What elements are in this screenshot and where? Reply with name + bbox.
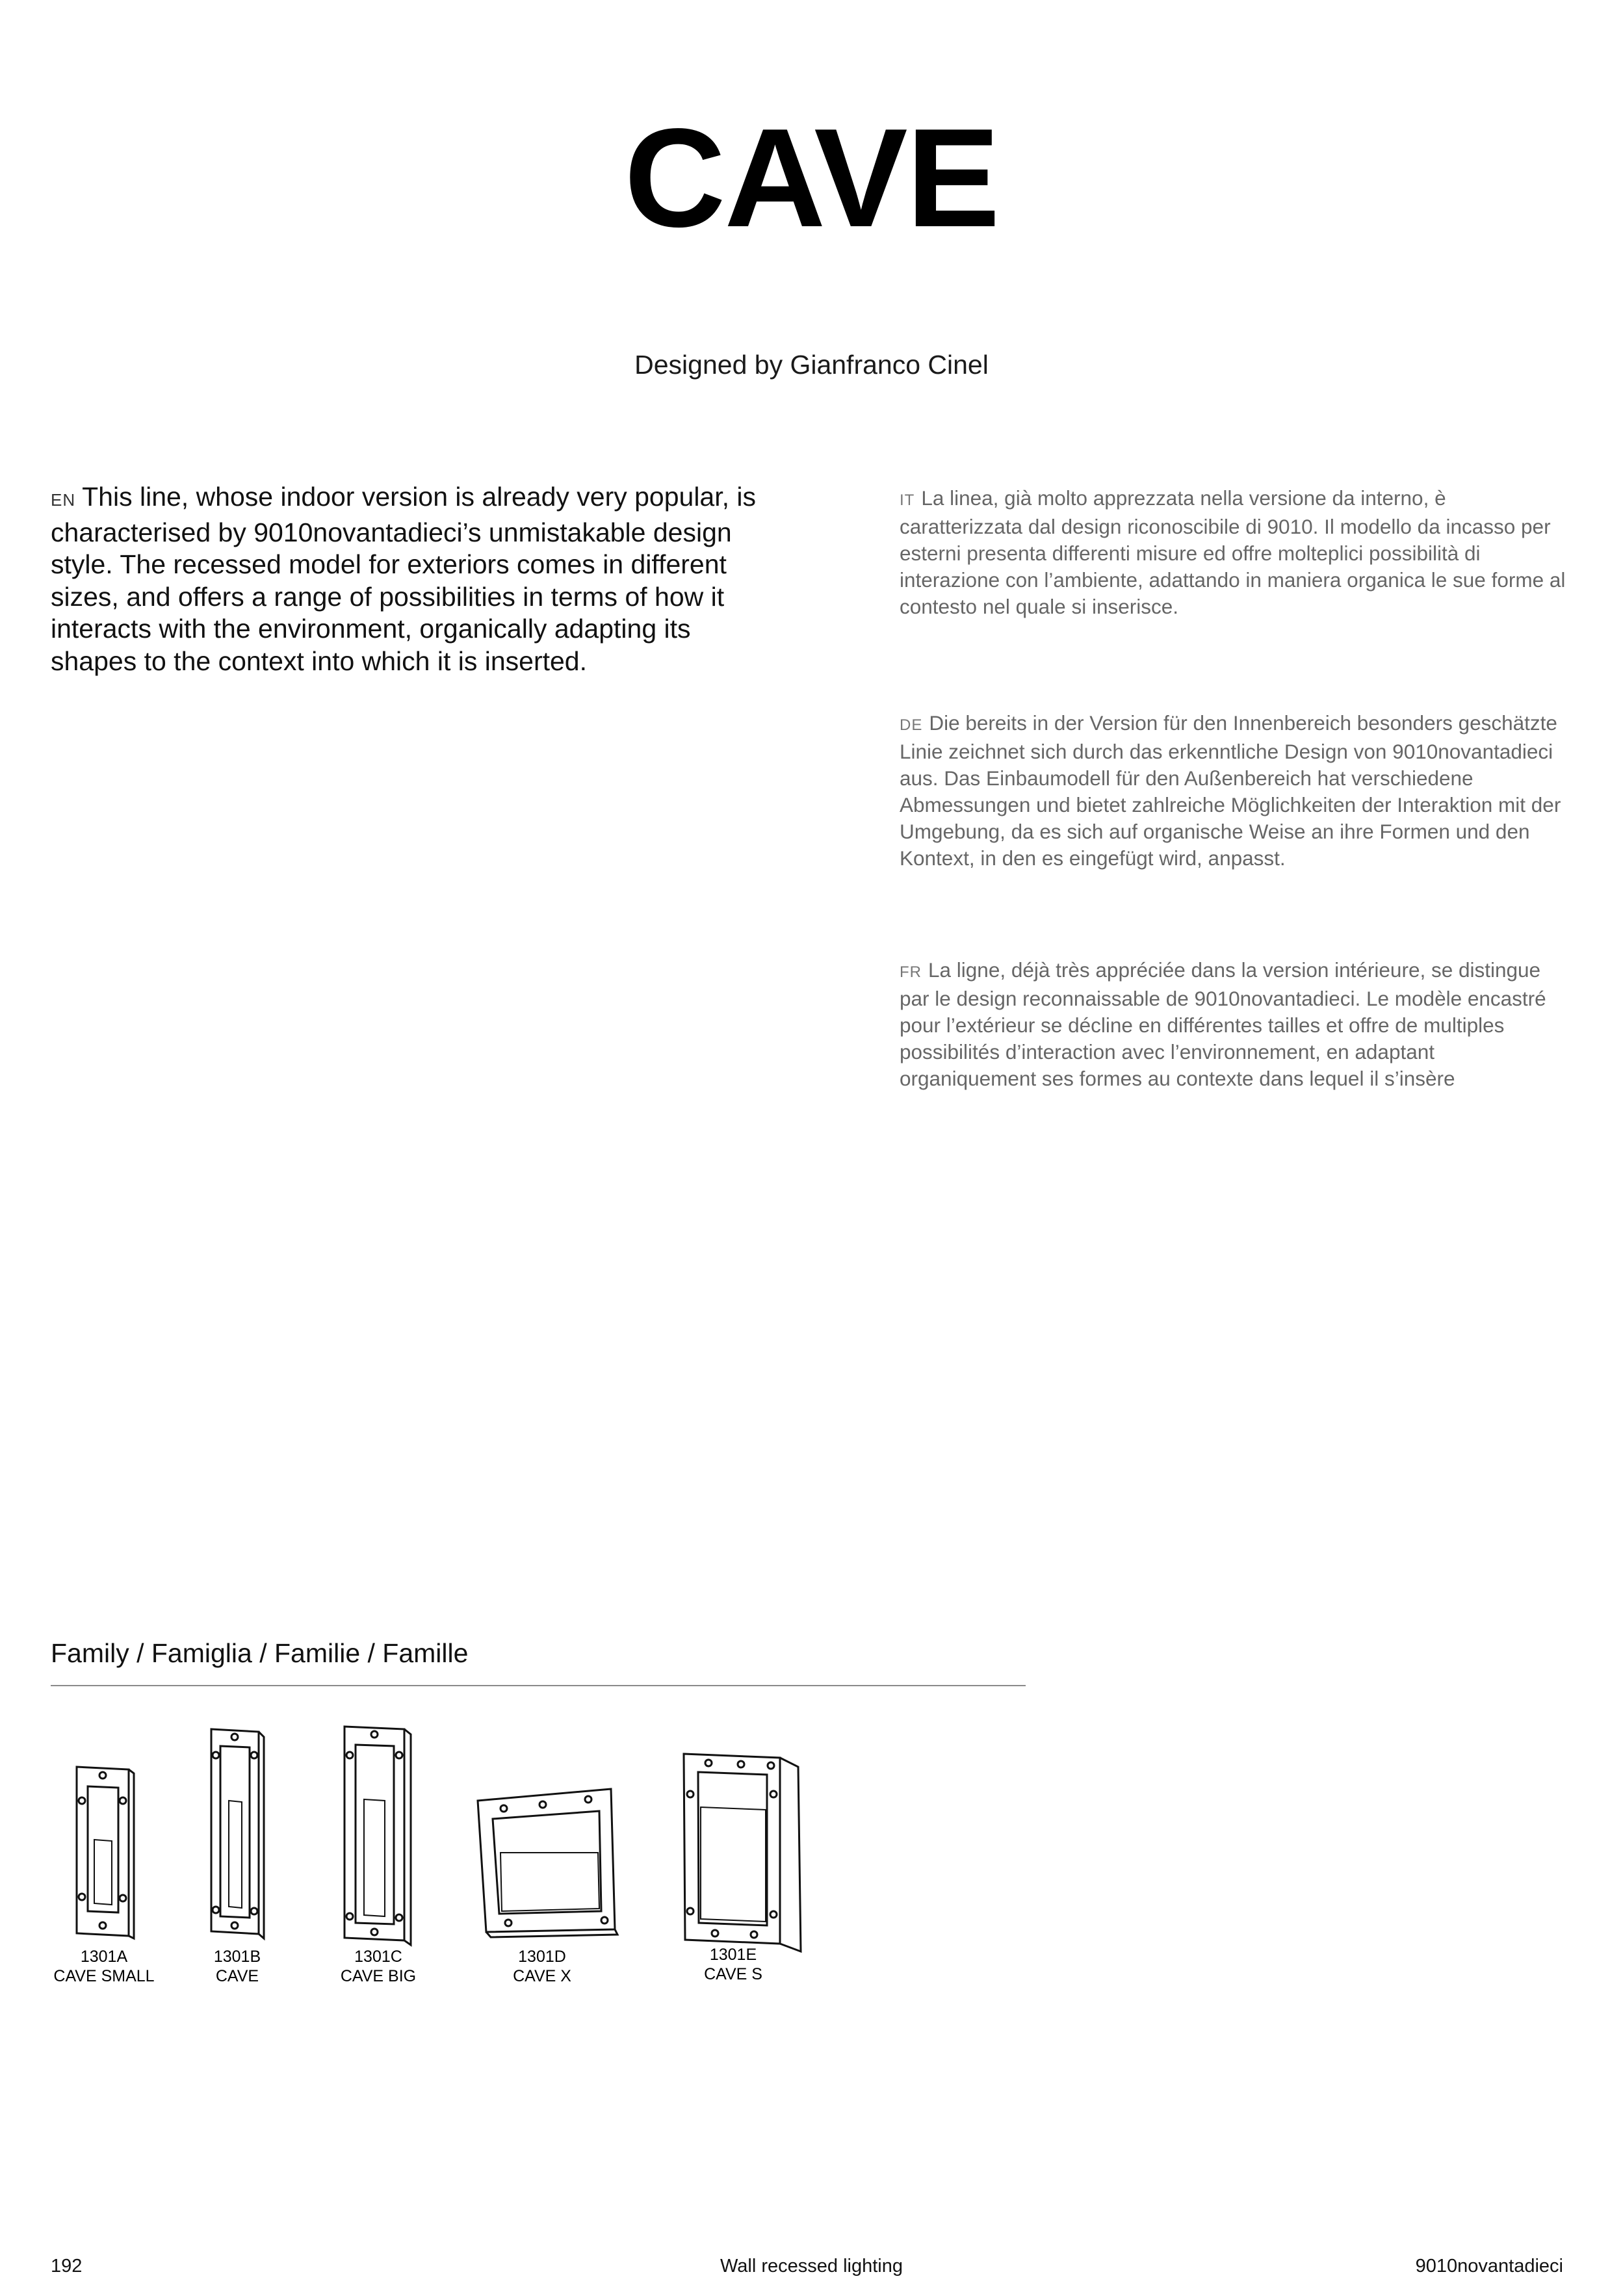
footer-category: Wall recessed lighting [720,2256,903,2276]
product-1301B [172,1947,302,1986]
product-1301A [39,1947,169,1986]
family-heading: Family / Famiglia / Familie / Famille [51,1638,469,1668]
cave-x-drawing [478,1789,617,1937]
lang-code-fr: FR [900,963,922,981]
product-code: 1301D [518,1948,566,1966]
lang-code-it: IT [900,491,915,509]
cave-drawing [211,1729,264,1938]
cave-s-drawing [684,1754,801,1951]
product-1301D [477,1947,607,1986]
page-number: 192 [51,2256,83,2276]
cave-small-drawing [77,1767,134,1938]
product-title: CAVE [624,99,999,256]
product-code: 1301C [354,1948,402,1966]
description-en-text: This line, whose indoor version is already very popular, is characterised by 9010novantadieci’s unmistakable design style. The recessed model for exteriors comes in different sizes, and offers a range of possibilities in terms of how it interacts with the environment, organically adapting its shapes to the context into which it is inserted. [51,482,757,676]
product-name: CAVE [215,1967,259,1985]
lang-code-de: DE [900,716,923,734]
product-name: CAVE BIG [340,1967,417,1985]
cave-big-drawing [344,1727,411,1945]
product-name: CAVE X [513,1967,571,1985]
description-de-text: Die bereits in der Version für den Innenbereich besonders geschätzte Linie zeichnet sich durch das erkenntliche Design von 9010novantadieci aus. Das Einbaumodell für den Außenbereich hat verschiedene Abmessungen und bietet zahlreiche Möglichkeiten der Interaktion mit der Umgebung, da es sich auf organische Weise an ihre Formen und den Kontext, in den es eingefügt wird, anpasst. [900,711,1561,870]
lang-code-en: EN [51,490,76,510]
product-code: 1301B [213,1948,261,1966]
description-fr-text: La ligne, déjà très appréciée dans la version intérieure, se distingue par le design reconnaissable de 9010novantadieci. Le modèle encastré pour l’extérieur se décline en différentes tailles et offre de multiples possibilités d’interaction avec l’environnement, en adaptant organiquement ses formes au contexte dans lequel il s’insère [900,958,1546,1090]
description-it-text: La linea, già molto apprezzata nella versione da interno, è caratterizzata dal design riconoscibile di 9010. Il modello da incasso per esterni presenta differenti misure ed offre molteplici possibilità di interazione con l’ambiente, adattando in maniera organica le sue forme al contesto nel quale si inserisce. [900,486,1566,618]
product-code: 1301E [709,1946,757,1964]
product-name: CAVE SMALL [53,1967,155,1985]
product-code: 1301A [80,1948,128,1966]
product-name: CAVE S [704,1965,762,1983]
product-1301E [668,1945,798,1984]
product-1301C [313,1947,443,1986]
designer-credit: Designed by Gianfranco Cinel [634,350,989,380]
footer-brand: 9010novantadieci [1415,2256,1563,2276]
